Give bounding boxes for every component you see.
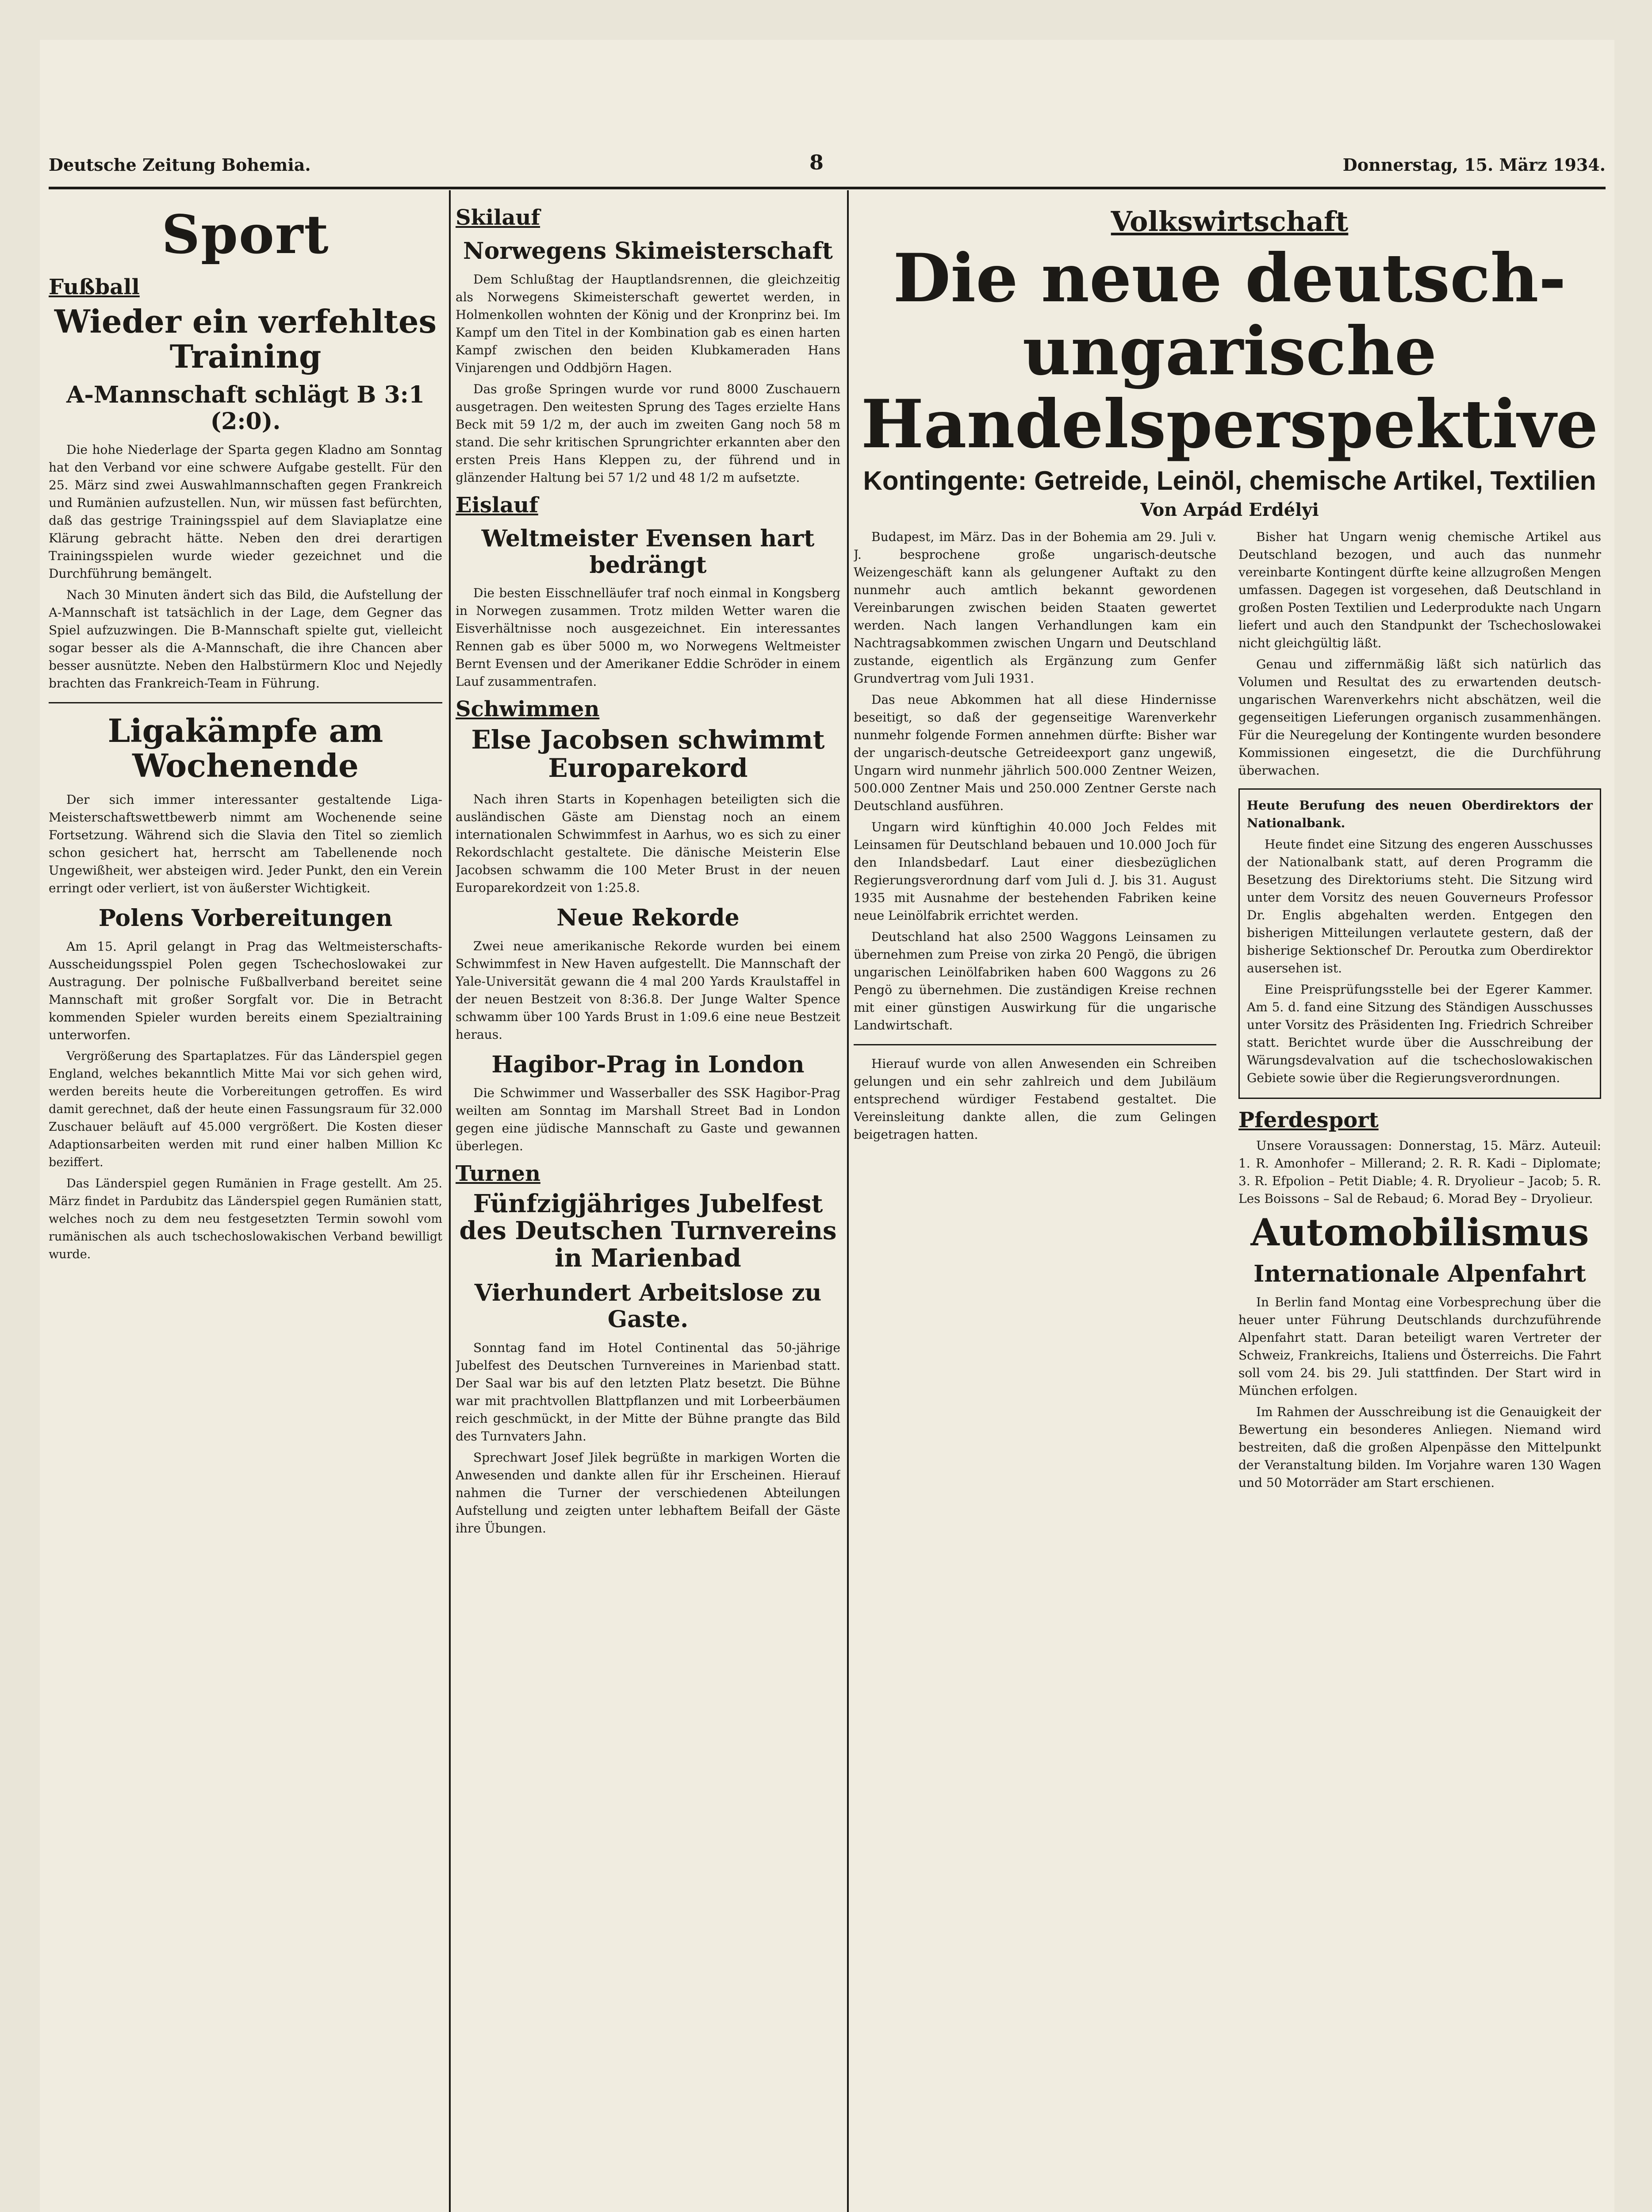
notice-title: Heute Berufung des neuen Oberdirektors der Nationalbank. (1247, 798, 1593, 830)
page-header (49, 150, 1606, 181)
article-paragraph: Im Rahmen der Ausschreibung ist die Genauigkeit der Bewertung ein besonderes Anliegen. Niemand wird bestreiten, daß die großen Alpenpässe den Mittelpunkt der Veranstaltung bilden. Im Vorjahre waren 130 Wagen und 50 Motorräder am Start erschienen. (1238, 1405, 1601, 1490)
economy-subcolumn-left (854, 528, 1216, 1147)
divider (49, 702, 442, 703)
dek-kontingente: Kontingente: Getreide, Leinöl, chemische Artikel, Textilien (863, 466, 1596, 495)
subheadline-evensen: Weltmeister Evensen hart bedrängt (481, 525, 815, 579)
article-paragraph: In Berlin fand Montag eine Vorbesprechung über die heuer unter Führung Deutschlands durchzuführende Alpenfahrt statt. Daran beteiligt waren Vertreter der Schweiz, Frankreichs, Italiens und Österreichs. Die Fahrt soll vom 24. bis 29. Juli stattfinden. Der Start wird in München erfolgen. (1238, 1295, 1601, 1398)
economy-columns (854, 528, 1606, 2212)
sport-column (49, 199, 442, 2212)
notice-text: Heute findet eine Sitzung des engeren Ausschusses der Nationalbank statt, auf deren Programm die Besetzung des Direktoriums steht. Die Sitzung wird unter dem Vorsitz des neuen Gouverneurs Professor Dr. Englis abgehalten werden. Entgegen den bisherigen Mitteilungen verlautete gestern, daß der bisherige Sektionschef Dr. Peroutka zum Oberdirektor ausersehen ist. (1247, 837, 1593, 975)
subheadline-polen: Polens Vorbereitungen (98, 905, 393, 932)
subheadline-hagibor: Hagibor-Prag in London (491, 1051, 805, 1078)
masthead: Deutsche Zeitung Bohemia. (49, 155, 311, 175)
newspaper-page (40, 40, 1614, 2212)
column-rule (847, 190, 849, 2212)
kicker-turnen: Turnen (456, 1161, 540, 1186)
headline-skimeisterschaft: Norwegens Skimeisterschaft (463, 238, 833, 265)
headline-jacobsen: Else Jacobsen schwimmt Europarekord (471, 725, 825, 783)
article-paragraph: Die Schwimmer und Wasserballer des SSK Hagibor-Prag weilten am Sonntag im Marshall Street Bad in London gegen eine jüdische Mannschaft zu Gaste und gewannen überlegen. (456, 1085, 840, 1153)
subheadline-arbeitslose: Vierhundert Arbeitslose zu Gaste. (474, 1279, 822, 1333)
article-paragraph: Nach 30 Minuten ändert sich das Bild, die Aufstellung der A-Mannschaft ist tatsächlich in der Lage, dem Gegner das Spiel aufzuzwingen. Die B-Mannschaft spielte gut, vielleicht sogar besser als die A-Mannschaft, die ihre Chancen aber besser ausnützte. Neben den Halbstürmern Kloc und Nejedly brachten das Frankreich-Team in Führung. (49, 587, 442, 691)
headline-handelsperspektive: Die neue deutsch-ungarische Handelsperspektive (861, 239, 1598, 463)
byline: Von Arpád Erdélyi (1140, 499, 1319, 520)
headline-training: Wieder ein verfehltes Training (54, 303, 437, 376)
section-title-sport: Sport (161, 204, 330, 266)
kicker-schwimmen: Schwimmen (456, 697, 600, 722)
header-rule (49, 187, 1606, 189)
subheadline-neue-rekorde: Neue Rekorde (556, 904, 740, 931)
article-paragraph: Ungarn wird künftighin 40.000 Joch Feldes mit Leinsamen für Deutschland bebauen und 10.000 Joch für den Inlandsbedarf. Laut einer diesbezüglichen Regierungsverordnung darf vom Juli d. J. bis 31. August 1935 mit Ausnahme der bestehenden Fabriken keine neue Leinölfabrik errichtet werden. (854, 820, 1216, 923)
article-paragraph: Deutschland hat also 2500 Waggons Leinsamen zu übernehmen zum Preise von zirka 20 Pengö, die übrigen ungarischen Leinölfabriken haben 600 Waggons zu 26 Pengö zu übernehmen. Die zuständigen Kreise rechnen mit einer günstigen Auswirkung für die ungarische Landwirtschaft. (854, 929, 1216, 1033)
article-paragraph: Vergrößerung des Spartaplatzes. Für das Länderspiel gegen England, welches bekanntlich Mitte Mai vor sich gehen wird, werden bereits heute die Vorbereitungen getroffen. Es wird damit gerechnet, daß der heute einen Fassungsraum für 32.000 Zuschauer beläuft auf 45.000 vergrößert. Die Kosten dieser Adaptionsarbeiten werden mit rund einer halben Million Kc beziffert. (49, 1049, 442, 1170)
article-paragraph: Genau und ziffernmäßig läßt sich natürlich das Volumen und Resultat des zu erwartenden deutsch-ungarischen Warenverkehrs nicht abschätzen, weil die gegenseitigen Lieferungen organisch zusammenhängen. Für die Neuregelung der Kontingente wurden besondere Kommissionen eingesetzt, die die Durchführung überwachen. (1238, 657, 1601, 778)
kicker-fussball: Fußball (49, 275, 140, 300)
article-paragraph: Die besten Eisschnelläufer traf noch einmal in Kongsberg in Norwegen zusammen. Trotz milden Wetter waren die Eisverhältnisse noch ausgezeichnet. Ein interessantes Rennen gab es über 5000 m, wo Norwegens Weltmeister Bernt Evensen und der Amerikaner Eddie Schröder in einem Lauf zusammentrafen. (456, 586, 840, 689)
article-paragraph: Am 15. April gelangt in Prag das Weltmeisterschafts-Ausscheidungsspiel Polen gegen Tschechoslowakei zur Austragung. Der polnische Fußballverband bereitet seine Mannschaft mit großer Sorgfalt vor. Die in Betracht kommenden Spieler wurden bereits einem Spezialtraining unterworfen. (49, 939, 442, 1043)
article-paragraph: Die hohe Niederlage der Sparta gegen Kladno am Sonntag hat den Verband vor eine schwere Aufgabe gestellt. Für den 25. März sind zwei Auswahlmannschaften gegen Frankreich und Rumänien aufzustellen. Nun, wir müssen fast befürchten, daß das gestrige Trainingsspiel auf dem Slaviaplatze eine Klärung gebracht hätte. Neben den drei derartigen Trainingsspielen wurde wieder gezeichnet und die Durchführung bemängelt. (49, 442, 442, 581)
article-paragraph: Das große Springen wurde vor rund 8000 Zuschauern ausgetragen. Den weitesten Sprung des Tages erzielte Hans Beck mit 59 1/2 m, der auch im zweiten Gang noch 58 m stand. Die sehr kritischen Sprungrichter erkannten aber den ersten Preis Hans Kleppen zu, der führend und in glänzender Haltung bei 57 1/2 und 48 1/2 m aufsetzte. (456, 381, 840, 485)
notice-box (1238, 788, 1601, 1099)
article-paragraph: Hierauf wurde von allen Anwesenden ein Schreiben gelungen und ein sehr zahlreich und dem Jubiläum entsprechend würdiger Festabend gestaltet. Die Vereinsleitung dankte allen, die zum Gelingen beigetragen hatten. (854, 1056, 1216, 1142)
kicker-skilauf: Skilauf (456, 205, 540, 230)
article-paragraph: Bisher hat Ungarn wenig chemische Artikel aus Deutschland bezogen, und auch das nunmehr vereinbarte Kontingent dürfte keine allzugroßen Mengen umfassen. Dagegen ist vorgesehen, daß Deutschland in großen Posten Textilien und Lederprodukte nach Ungarn liefert und auch den Standpunkt der Tschechoslowakei nicht gleichgültig läßt. (1238, 530, 1601, 650)
kicker-volkswirtschaft: Volkswirtschaft (1111, 205, 1349, 238)
economy-column (854, 199, 1606, 2212)
economy-subcolumn-right (1238, 528, 1601, 1495)
page-number: 8 (809, 150, 824, 174)
article-paragraph: Unsere Voraussagen: Donnerstag, 15. März. Auteuil: 1. R. Amonhofer – Millerand; 2. R. R. Kadi – Diplomate; 3. R. Efpolion – Petit Diable; 4. R. Dryolieur – Jacob; 5. R. Les Boissons – Sal de Rebaud; 6. Morad Bey – Dryolieur. (1238, 1138, 1601, 1206)
article-paragraph: Eine Preisprüfungsstelle bei der Egerer Kammer. Am 5. d. fand eine Sitzung des Ständigen Ausschusses unter Vorsitz des Präsidenten Ing. Friedrich Schreiber statt. Berichtet wurde über die Ausschreibung der Wärungsdevalvation auf die tschechoslowakischen Gebiete sowie über die Regierungsverordnungen. (1247, 982, 1593, 1085)
kicker-eislauf: Eislauf (456, 492, 538, 518)
headline-ligakaempfe: Ligakämpfe am Wochenende (107, 711, 383, 785)
kicker-pferdesport: Pferdesport (1238, 1108, 1379, 1133)
headline-automobilismus: Automobilismus (1250, 1210, 1589, 1254)
article-paragraph: Der sich immer interessanter gestaltende Liga-Meisterschaftswettbewerb nimmt am Wochenende seine Fortsetzung. Während sich die Slavia den Titel so ziemlich schon gesichert hat, herrscht am Tabellenende noch Ungewißheit, wer absteigen wird. Jeder Punkt, den ein Verein erringt oder verliert, ist von äußerster Wichtigkeit. (49, 792, 442, 896)
article-paragraph: Nach ihren Starts in Kopenhagen beteiligten sich die ausländischen Gäste am Dienstag noch an einem internationalen Schwimmfest in Aarhus, wo es sich zu einer Rekordschlacht gestaltete. Die dänische Meisterin Else Jacobsen schwamm die 100 Meter Brust in der neuen Europarekordzeit von 1:25.8. (456, 791, 840, 895)
article-paragraph: Zwei neue amerikanische Rekorde wurden bei einem Schwimmfest in New Haven aufgestellt. Die Mannschaft der Yale-Universität gewann die 4 mal 200 Yards Kraulstaffel in der neuen Bestzeit von 8:36.8. Der Junge Walter Spence schwamm über 100 Yards Brust in 1:09.6 eine neue Bestzeit heraus. (456, 938, 840, 1042)
subheadline-score: A-Mannschaft schlägt B 3:1 (2:0). (66, 381, 425, 435)
article-paragraph: Budapest, im März. Das in der Bohemia am 29. Juli v. J. besprochene große ungarisch-deutsche Weizengeschäft kann als gelungener Auftakt zu den nunmehr auch amtlich bekannt gewordenen Vereinbarungen zwischen beiden Staaten gewertet werden. Nach langen Verhandlungen kam ein Nachtragsabkommen zwischen Ungarn und Deutschland zustande, eigentlich als Ergänzung zum Genfer Grundvertrag vom Juli 1931. (854, 530, 1216, 686)
article-paragraph: Das neue Abkommen hat all diese Hindernisse beseitigt, so daß der gegenseitige Warenverkehr nunmehr folgende Formen annehmen dürfte: Bisher war der ungarisch-deutsche Getreideexport ganz ungewiß, Ungarn wird nunmehr jährlich 500.000 Zentner Weizen, 500.000 Zentner Mais und 250.000 Zentner Gerste nach Deutschland ausführen. (854, 692, 1216, 813)
sport-column-2 (456, 199, 840, 2212)
economy-lead (854, 205, 1606, 520)
article-paragraph: Dem Schlußtag der Hauptlandsrennen, die gleichzeitig als Norwegens Skimeisterschaft gewertet werden, in Holmenkollen wohnten der König und der Kronprinz bei. Im Kampf um den Titel in der Kombination gab es einen harten Kampf zwischen den beiden Klubkameraden Hans Vinjarengen und Oddbjörn Hagen. (456, 272, 840, 375)
headline-jubelfest: Fünfzigjähriges Jubelfest des Deutschen Turnvereins in Marienbad (459, 1189, 837, 1273)
article-paragraph: Das Länderspiel gegen Rumänien in Frage gestellt. Am 25. März findet in Pardubitz das Länderspiel gegen Rumänien statt, welches noch zu dem neu festgesetzten Termin sowohl vom rumänischen als auch tschechoslowakischen Verband bewilligt wurde. (49, 1177, 442, 1262)
article-paragraph: Sonntag fand im Hotel Continental das 50-jährige Jubelfest des Deutschen Turnvereines in Marienbad statt. Der Saal war bis auf den letzten Platz besetzt. Die Bühne war mit prachtvollen Blattpflanzen und mit Lorbeerbäumen reich geschmückt, in der Mitte der Bühne prangte das Bild des Turnvaters Jahn. (456, 1340, 840, 1444)
divider (854, 1044, 1216, 1045)
article-paragraph: Sprechwart Josef Jilek begrüßte in markigen Worten die Anwesenden und dankte allen für ihr Erscheinen. Hierauf nahmen die Turner der verschiedenen Abteilungen Aufstellung und zeigten unter lebhaftem Beifall der Gäste ihre Übungen. (456, 1450, 840, 1536)
column-rule (449, 190, 451, 2212)
issue-date: Donnerstag, 15. März 1934. (1342, 155, 1606, 175)
subheadline-alpenfahrt: Internationale Alpenfahrt (1253, 1260, 1586, 1288)
